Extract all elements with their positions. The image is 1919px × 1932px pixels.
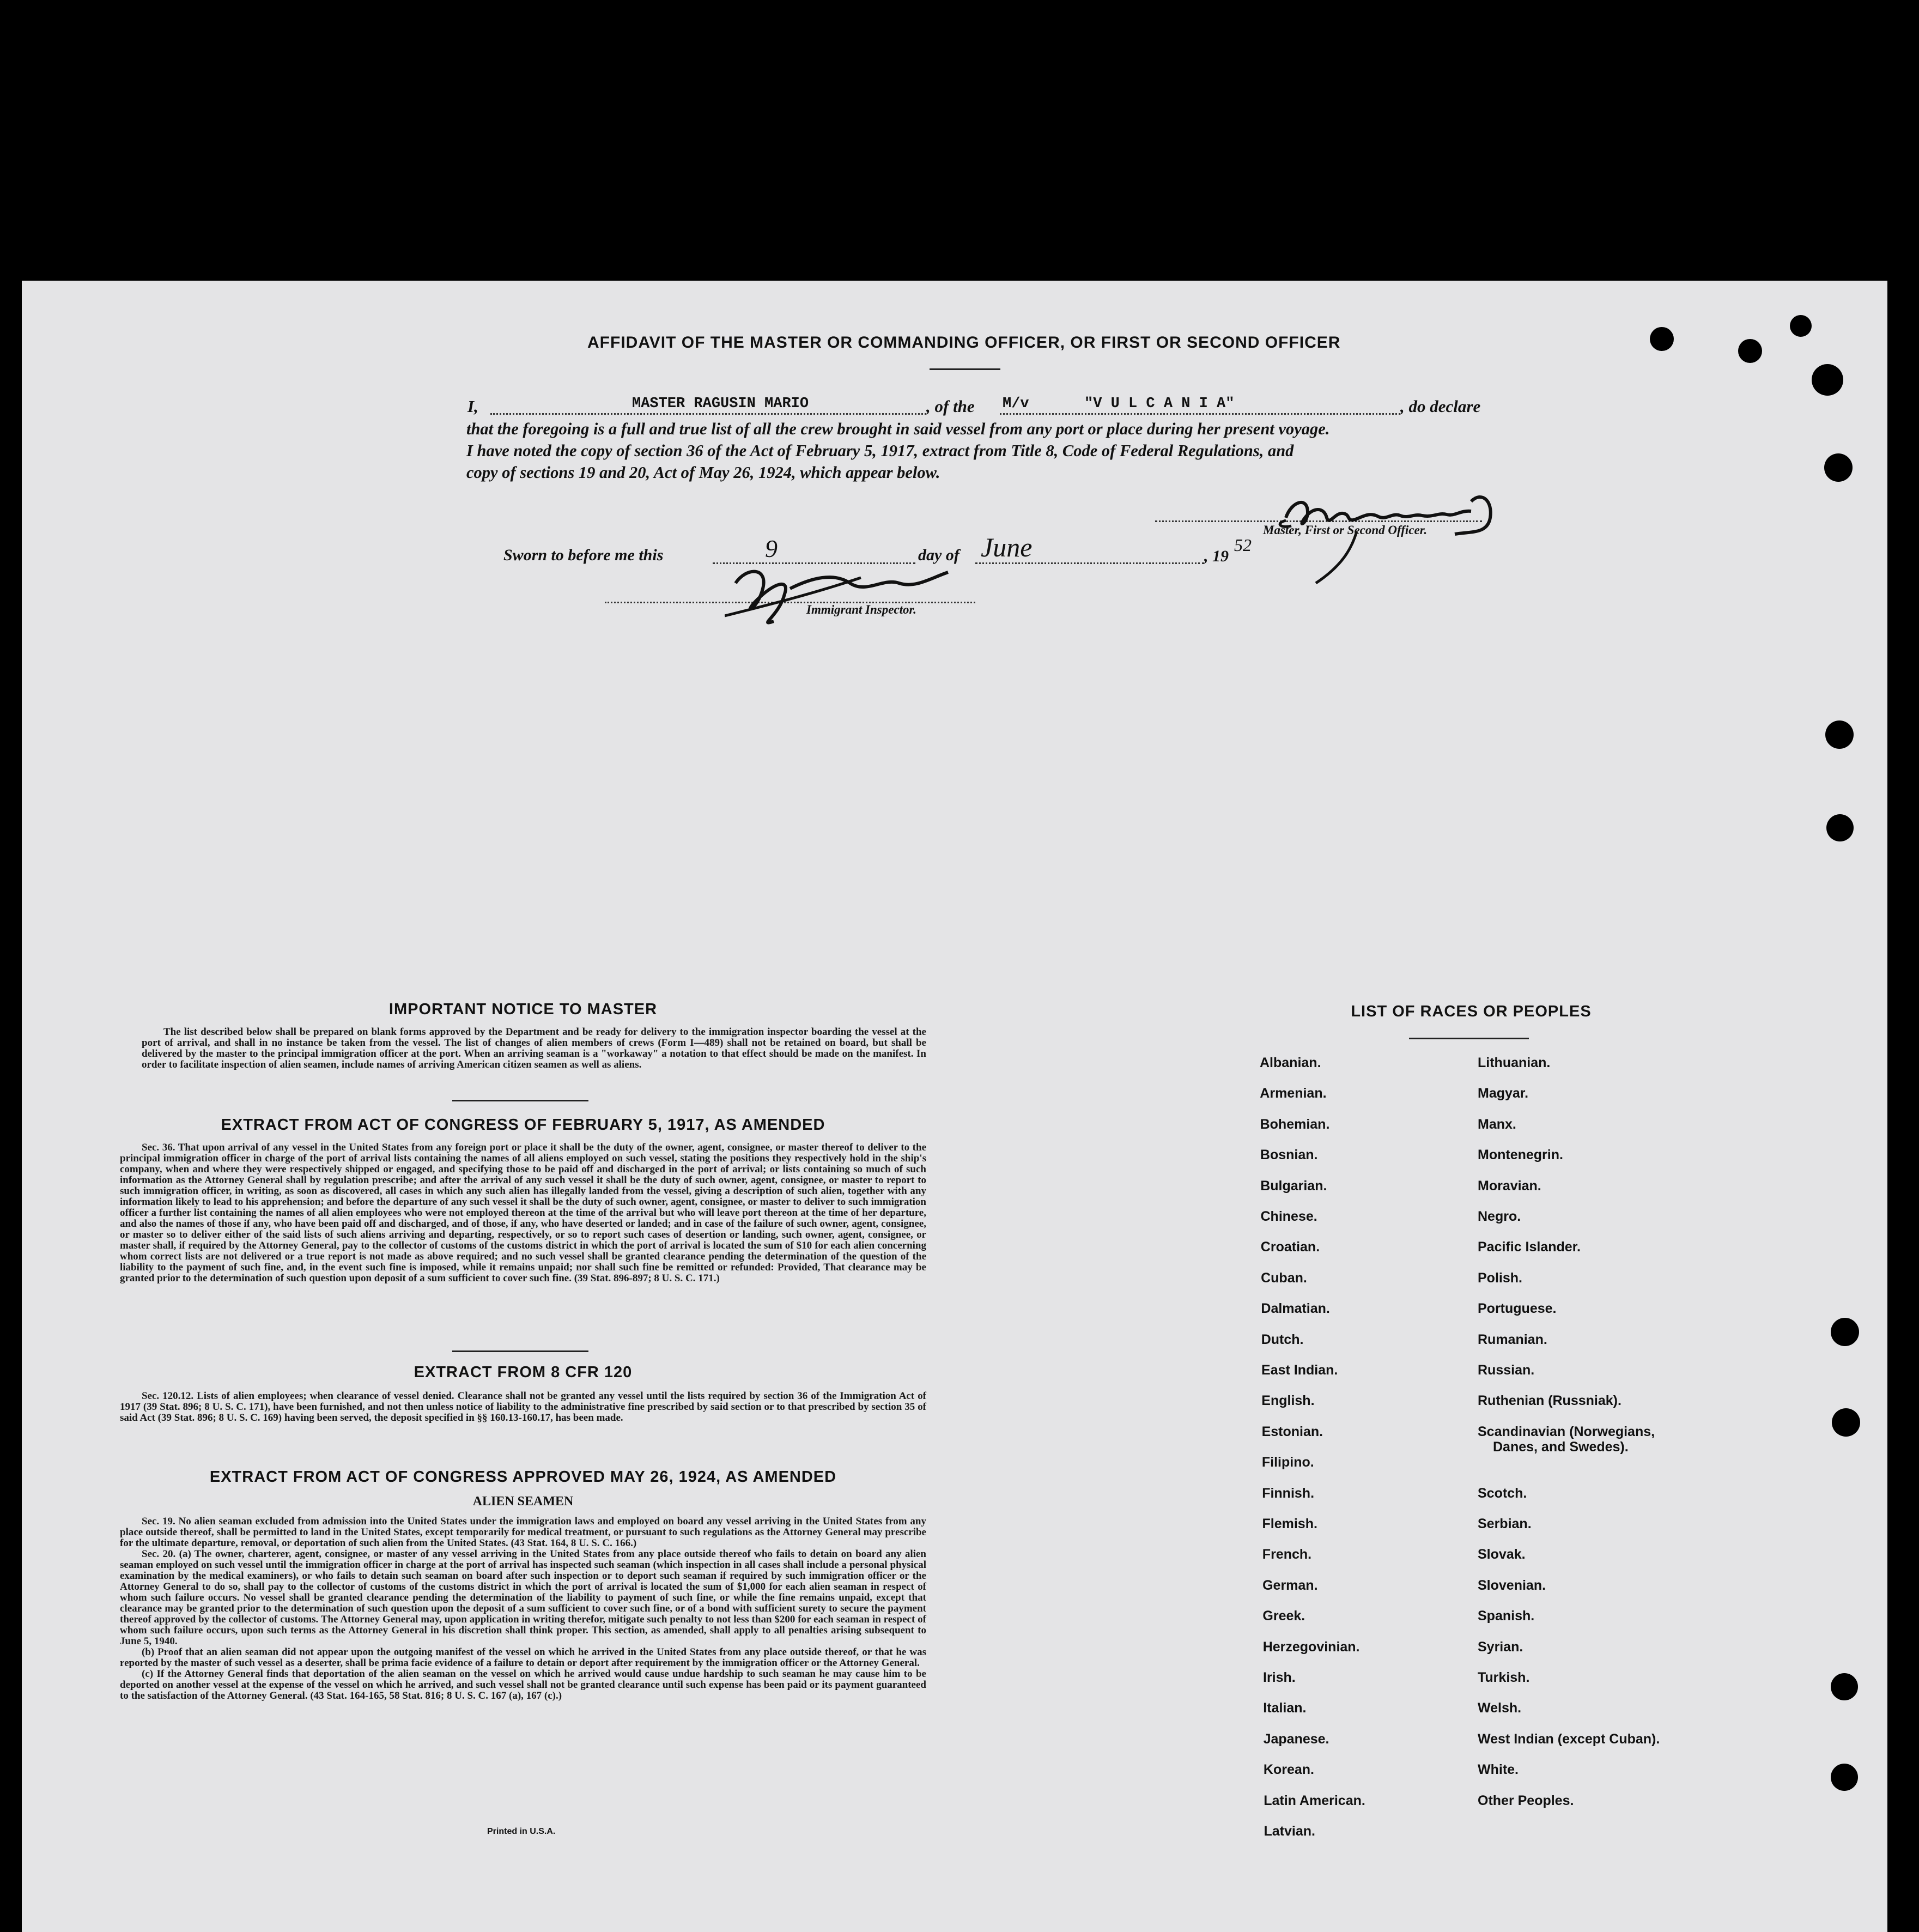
race-item: Slovenian. <box>1478 1577 1546 1593</box>
race-item: Chinese. <box>1260 1209 1317 1224</box>
race-item: Dutch. <box>1261 1331 1304 1347</box>
race-item: French. <box>1262 1547 1312 1562</box>
extract-1924-title: EXTRACT FROM ACT OF CONGRESS APPROVED MAY 26, 1924, AS AMENDED <box>209 1468 837 1486</box>
sec-19-paragraph: Sec. 19. No alien seaman excluded from admission into the United States under the immigration laws and employed on board any vessel arriving in the United States from any place outside thereof, shall be permitted to land in the United States, except temporarily for medical treatment, or pursuant to such regulations as the Attorney General may prescribe for the ultimate departure, removal, or deportation of such alien from the United States. (43 Stat. 164, 8 U. S. C. 166.) <box>120 1516 926 1549</box>
race-item: Serbian. <box>1478 1516 1532 1531</box>
race-item: Filipino. <box>1261 1455 1314 1470</box>
race-item: Pacific Islander. <box>1478 1239 1581 1255</box>
punch-hole <box>1824 453 1853 482</box>
race-item: Greek. <box>1262 1608 1305 1624</box>
race-item: Japanese. <box>1263 1731 1329 1747</box>
extract-1917-text <box>120 1142 926 1284</box>
race-item: Irish. <box>1263 1670 1296 1685</box>
punch-hole <box>1832 1408 1860 1437</box>
do-declare-label: , do declare <box>1400 397 1481 416</box>
race-item: Montenegrin. <box>1478 1147 1563 1163</box>
race-item: Scotch. <box>1478 1485 1527 1501</box>
extract-cfr-text <box>120 1391 926 1424</box>
race-item: Other Peoples. <box>1478 1792 1574 1808</box>
sec-20b-paragraph: (b) Proof that an alien seaman did not appear upon the outgoing manifest of the vessel on which he arrived in the United States from any place outside thereof, or that he was reported by the master of such vessel as a deserter, shall be prima facie evidence of a failure to detain or deport after requirement by the immigration officer or the Attorney General. <box>120 1646 926 1669</box>
sworn-day: 9 <box>765 535 778 562</box>
sec-20c-paragraph: (c) If the Attorney General finds that deportation of the alien seaman on the vessel on which he arrived would cause undue hardship to such seaman he may cause him to be deported on another vessel at the expense of the vessel on which he arrived, and such vessel shall not be granted clearance until such expense has been paid or its payment guaranteed to the satisfaction of the Attorney General. (43 Stat. 164-165, 58 Stat. 816; 8 U. S. C. 167 (a), 167 (c).) <box>120 1668 926 1701</box>
punch-hole <box>1738 339 1762 363</box>
race-item: Polish. <box>1478 1270 1522 1286</box>
race-item: Spanish. <box>1478 1608 1535 1624</box>
punch-hole <box>1826 814 1854 841</box>
title-rule <box>930 368 1000 370</box>
vessel-prefix: M/v <box>1003 396 1029 412</box>
year-suffix: 52 <box>1234 535 1252 555</box>
race-item: Rumanian. <box>1478 1331 1547 1347</box>
race-item: Russian. <box>1478 1362 1535 1378</box>
punch-hole <box>1650 327 1674 351</box>
extract-cfr-title: EXTRACT FROM 8 CFR 120 <box>414 1364 633 1381</box>
affidavit-line2: that the foregoing is a full and true list of all the crew brought in said vessel from any port or place during her present voyage. <box>466 420 1330 438</box>
race-item: Estonian. <box>1261 1424 1323 1439</box>
race-item: Bosnian. <box>1260 1147 1318 1163</box>
race-item: Croatian. <box>1260 1239 1320 1255</box>
punch-hole <box>1790 315 1812 337</box>
punch-hole <box>1825 720 1854 749</box>
race-item: Syrian. <box>1478 1639 1523 1655</box>
affidavit-i: I, <box>467 397 478 416</box>
day-of-label: day of <box>918 546 960 564</box>
notice-title: IMPORTANT NOTICE TO MASTER <box>388 1001 658 1018</box>
race-item: Manx. <box>1478 1116 1516 1132</box>
race-item: German. <box>1262 1577 1318 1593</box>
races-rule <box>1409 1038 1529 1039</box>
race-item: English. <box>1261 1393 1315 1409</box>
master-name: MASTER RAGUSIN MARIO <box>632 396 809 412</box>
race-item-continued: Danes, and Swedes). <box>1493 1439 1629 1455</box>
name-dots <box>490 413 926 415</box>
section-rule <box>452 1100 588 1101</box>
race-item: Moravian. <box>1478 1178 1541 1194</box>
notice-paragraph: The list described below shall be prepared on blank forms approved by the Department and be ready for delivery to the immigration inspector boarding the vessel at the port of arrival, and shall in no instance be taken from the vessel. The list of changes of alien members of crews (Form I—489) shall not be retained on board, but shall be delivered by the master to the principal immigration officer at the port. When an arriving seaman is a "workaway" a notation to that effect should be made on the manifest. In order to facilitate inspection of alien seamen, include names of arriving American citizen seamen as well as aliens. <box>142 1026 926 1070</box>
race-item: Negro. <box>1478 1209 1521 1224</box>
extract-1924-text <box>120 1516 926 1701</box>
race-item: Bulgarian. <box>1260 1178 1327 1194</box>
affidavit-line4: copy of sections 19 and 20, Act of May 26, 1924, which appear below. <box>466 463 940 482</box>
race-item: Finnish. <box>1262 1485 1315 1501</box>
section-rule <box>452 1350 588 1352</box>
race-item: Ruthenian (Russniak). <box>1478 1393 1622 1409</box>
of-the-label: , of the <box>926 397 975 416</box>
race-item: Scandinavian (Norwegians, <box>1478 1424 1655 1439</box>
race-item: Bohemian. <box>1260 1116 1330 1132</box>
vessel-dots <box>1000 413 1400 415</box>
race-item: East Indian. <box>1261 1362 1338 1378</box>
race-item: Welsh. <box>1478 1700 1522 1716</box>
punch-hole <box>1831 1318 1859 1346</box>
race-item: Cuban. <box>1261 1270 1307 1286</box>
races-title: LIST OF RACES OR PEOPLES <box>1351 1003 1592 1020</box>
affidavit-title: AFFIDAVIT OF THE MASTER OR COMMANDING OFFICER, OR FIRST OR SECOND OFFICER <box>587 334 1341 352</box>
vessel-name: "V U L C A N I A" <box>1084 396 1235 412</box>
race-item: Slovak. <box>1478 1547 1526 1562</box>
printed-in-usa: Printed in U.S.A. <box>487 1827 556 1836</box>
extract-cfr-paragraph: Sec. 120.12. Lists of alien employees; when clearance of vessel denied. Clearance shall not be granted any vessel until the lists required by section 36 of the Immigration Act of 1917 (39 Stat. 896; 8 U. S. C. 171), have been furnished, and not then unless notice of liability to the administrative fine prescribed by said section or to that prescribed by section 35 of said Act (39 Stat. 896; 8 U. S. C. 169) having been served, the deposit specified in §§ 160.13-160.17, has been made. <box>120 1390 926 1424</box>
race-item: Albanian. <box>1260 1055 1321 1070</box>
race-item: Magyar. <box>1478 1086 1529 1101</box>
punch-hole <box>1831 1673 1858 1700</box>
year-prefix: , 19 <box>1204 547 1229 565</box>
extract-1917-paragraph: Sec. 36. That upon arrival of any vessel in the United States from any foreign port or place it shall be the duty of the owner, agent, consignee, or master thereof to deliver to the principal immigration officer in charge of the port of arrival lists containing the names of all aliens employed on such vessel, stating the positions they respectively hold in the ship's company, when and where they were respectively shipped or engaged, and specifying those to be paid off and discharged in the port of arrival; or lists containing so much of such information as the Attorney General shall by regulation prescribe; and after the arrival of any such vessel it shall be the duty of such owner, agent, consignee, or master to report to such immigration officer, in writing, as soon as discovered, all cases in which any such alien has illegally landed from the vessel, giving a description of such alien, together with any information likely to lead to his apprehension; and before the departure of any such vessel it shall be the duty of such owner, agent, consignee, or master to deliver to such immigration officer a further list containing the names of all alien employees who were not employed thereon at the time of the arrival but who will leave port thereon at the time of her departure, and also the names of those if any, who have been paid off and discharged, and of those, if any, who have deserted or landed; and in case of the failure of such owner, agent, consignee, or master so to deliver either of the said lists of such aliens arriving and departing, respectively, or so to report such cases of desertion or landing, such owner, agent, consignee, or master shall, if required by the Attorney General, pay to the collector of customs of the customs district in which the port of arrival is located the sum of $10 for each alien concerning whom correct lists are not delivered or a true report is not made as above required; and no such vessel shall be granted clearance pending the determination of the question of the liability to the payment of such fine, and, in the event such fine is imposed, while it remains unpaid; nor shall such fine be remitted or refunded: Provided, That clearance may be granted prior to the determination of such question upon deposit of a sum sufficient to cover such fine. (39 Stat. 896-897; 8 U. S. C. 171.) <box>120 1142 926 1284</box>
race-item: Latin American. <box>1264 1792 1365 1808</box>
punch-hole <box>1831 1764 1858 1791</box>
extract-1917-title: EXTRACT FROM ACT OF CONGRESS OF FEBRUARY 5, 1917, AS AMENDED <box>221 1116 825 1134</box>
race-item: Italian. <box>1263 1700 1307 1716</box>
race-item: West Indian (except Cuban). <box>1478 1731 1660 1747</box>
race-item: Latvian. <box>1264 1824 1315 1839</box>
sworn-label: Sworn to before me this <box>503 546 664 564</box>
notice-text <box>142 1027 926 1070</box>
officer-label: Master, First or Second Officer. <box>1263 523 1428 537</box>
race-item: Turkish. <box>1478 1670 1530 1685</box>
race-item: Dalmatian. <box>1261 1301 1330 1317</box>
race-item: Armenian. <box>1260 1086 1327 1101</box>
affidavit-line3: I have noted the copy of section 36 of the Act of February 5, 1917, extract from Title 8, Code of Federal Regulations, and <box>466 441 1294 460</box>
punch-hole <box>1812 364 1843 396</box>
inspector-signature <box>725 556 975 632</box>
sec-20a-paragraph: Sec. 20. (a) The owner, charterer, agent, consignee, or master of any vessel arriving in the United States from any place outside thereof who fails to detain on board any alien seaman employed on such vessel until the immigration officer in charge at the port of arrival has inspected such seaman (which inspection in all cases shall include a personal physical examination by the medical examiners), or who fails to detain such seaman on board after such inspection or to deport such seaman if required by such immigration officer or the Attorney General to do so, shall pay to the collector of customs of the customs district in which the port of arrival is located the sum of $1,000 for each alien seaman in respect of whom such failure occurs. No vessel shall be granted clearance pending the determination of the liability to payment of such fine, or while the fine remains unpaid, except that clearance may be granted prior to the determination of such question upon the deposit of a sum sufficient to cover such fine, or of a bond with sufficient surety to secure the payment thereof approved by the collector of customs. The Attorney General may, upon application in writing therefor, mitigate such penalty to not less than $200 for each seaman in respect of whom such failure occurs, upon such terms as the Attorney General in his discretion shall think proper. This section, as amended, shall apply to all penalties arising subsequent to June 5, 1940. <box>120 1548 926 1647</box>
race-item: Lithuanian. <box>1478 1055 1551 1070</box>
race-item: Portuguese. <box>1478 1301 1557 1317</box>
race-item: White. <box>1478 1762 1519 1778</box>
race-item: Herzegovinian. <box>1262 1639 1360 1655</box>
race-item: Flemish. <box>1262 1516 1317 1531</box>
inspector-label: Immigrant Inspector. <box>806 603 916 616</box>
sworn-month: June <box>981 532 1033 562</box>
race-item: Korean. <box>1263 1762 1314 1778</box>
alien-seamen-subtitle: ALIEN SEAMEN <box>472 1494 574 1509</box>
